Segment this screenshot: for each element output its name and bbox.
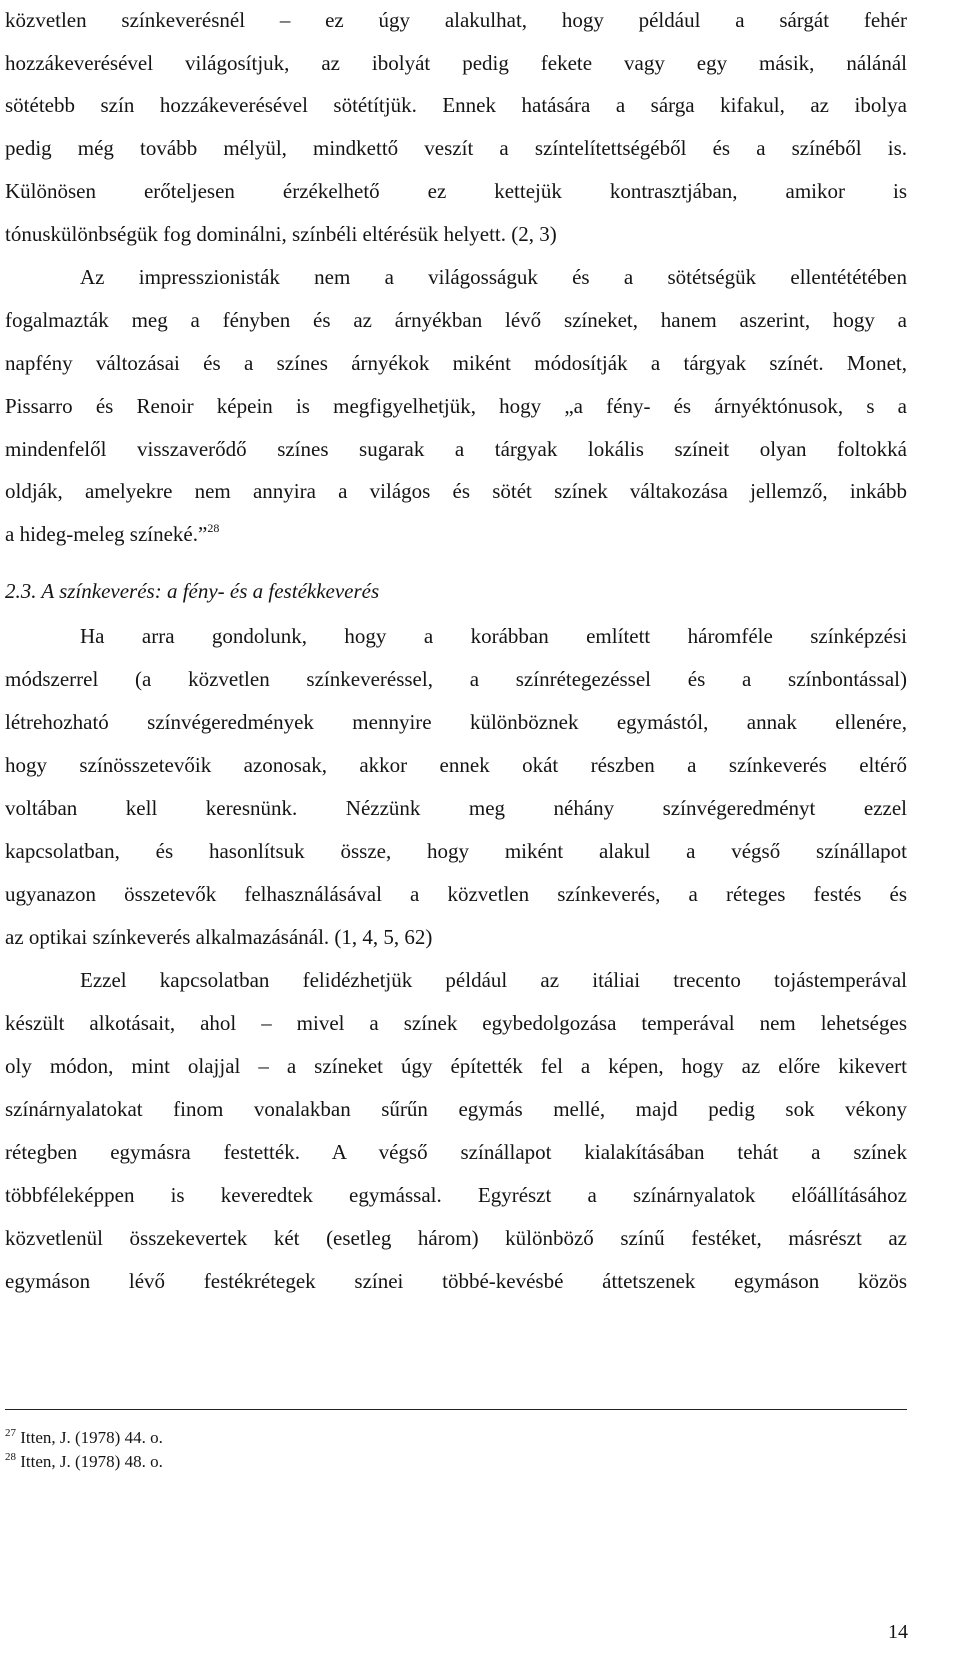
text-line: Ezzel kapcsolatban felidézhetjük például az itáliai trecento tojástemperával: [80, 968, 907, 992]
text-line: többféleképpen is keveredtek egymással. Egyrészt a színárnyalatok előállításához: [5, 1183, 907, 1207]
footnote-text: Itten, J. (1978) 48. o.: [20, 1452, 163, 1471]
text-line: színárnyalatokat finom vonalakban sűrűn egymás mellé, majd pedig sok vékony: [5, 1097, 907, 1121]
text-line: sötétebb szín hozzákeverésével sötétítjük. Ennek hatására a sárga kifakul, az ibolya: [5, 93, 907, 117]
text-line: Az impresszionisták nem a világosságuk és a sötétségük ellentététében: [80, 265, 907, 289]
text-line: kapcsolatban, és hasonlítsuk össze, hogy miként alakul a végső színállapot: [5, 839, 907, 863]
text-line: pedig még tovább mélyül, mindkettő veszít a színtelítettségéből és a színéből is.: [5, 136, 907, 160]
footnote-divider: [5, 1409, 907, 1410]
text-line: mindenfelől visszaverődő színes sugarak a tárgyak lokális színeit olyan foltokká: [5, 437, 907, 461]
text-line: közvetlen színkeverésnél – ez úgy alakulhat, hogy például a sárgát fehér: [5, 8, 907, 32]
footnote-number: 28: [5, 1451, 16, 1463]
text-line: Különösen erőteljesen érzékelhető ez kettejük kontrasztjában, amikor is: [5, 179, 907, 203]
text-line: Pissarro és Renoir képein is megfigyelhetjük, hogy „a fény- és árnyéktónusok, s a: [5, 394, 907, 418]
footnote-text: Itten, J. (1978) 44. o.: [20, 1428, 163, 1447]
text-line: módszerrel (a közvetlen színkeveréssel, a színrétegezéssel és a színbontással): [5, 667, 907, 691]
text-line: napfény változásai és a színes árnyékok miként módosítják a tárgyak színét. Monet,: [5, 351, 907, 375]
text-line: oly módon, mint olajjal – a színeket úgy építették fel a képen, hogy az előre kikevert: [5, 1054, 907, 1078]
footnote: [5, 1452, 163, 1472]
text-line: voltában kell keresnünk. Nézzünk meg néhány színvégeredményt ezzel: [5, 796, 907, 820]
text-line: a hideg-meleg színeké.”: [5, 522, 208, 546]
text-line: az optikai színkeverés alkalmazásánál. (1, 4, 5, 62): [5, 925, 433, 949]
page-number: 14: [888, 1621, 908, 1643]
footnote: [5, 1428, 163, 1448]
text-line: ugyanazon összetevők felhasználásával a közvetlen színkeverés, a réteges festés és: [5, 882, 907, 906]
footnote-number: 27: [5, 1427, 16, 1439]
text-line: fogalmazták meg a fényben és az árnyékban lévő színeket, hanem aszerint, hogy a: [5, 308, 907, 332]
text-line: rétegben egymásra festették. A végső színállapot kialakításában tehát a színek: [5, 1140, 907, 1164]
text-line: oldják, amelyekre nem annyira a világos és sötét színek váltakozása jellemző, inkább: [5, 479, 907, 503]
text-line: hogy színösszetevőik azonosak, akkor ennek okát részben a színkeverés eltérő: [5, 753, 907, 777]
text-line-with-footnote-ref: [5, 521, 907, 547]
text-line: készült alkotásait, ahol – mivel a színek egybedolgozása temperával nem lehetséges: [5, 1011, 907, 1035]
text-line: közvetlenül összekevertek két (esetleg három) különböző színű festéket, másrészt az: [5, 1226, 907, 1250]
section-heading: 2.3. A színkeverés: a fény- és a festékkeverés: [5, 579, 380, 603]
footnote-reference[interactable]: 28: [207, 521, 220, 535]
text-line: hozzákeverésével világosítjuk, az ibolyát pedig fekete vagy egy másik, nálánál: [5, 51, 907, 75]
text-line: tónuskülönbségük fog dominálni, színbéli eltérésük helyett. (2, 3): [5, 222, 557, 246]
text-line: létrehozható színvégeredmények mennyire különböznek egymástól, annak ellenére,: [5, 710, 907, 734]
text-line: Ha arra gondolunk, hogy a korábban említett háromféle színképzési: [80, 624, 907, 648]
text-line: egymáson lévő festékrétegek színei többé-kevésbé áttetszenek egymáson közös: [5, 1269, 907, 1293]
